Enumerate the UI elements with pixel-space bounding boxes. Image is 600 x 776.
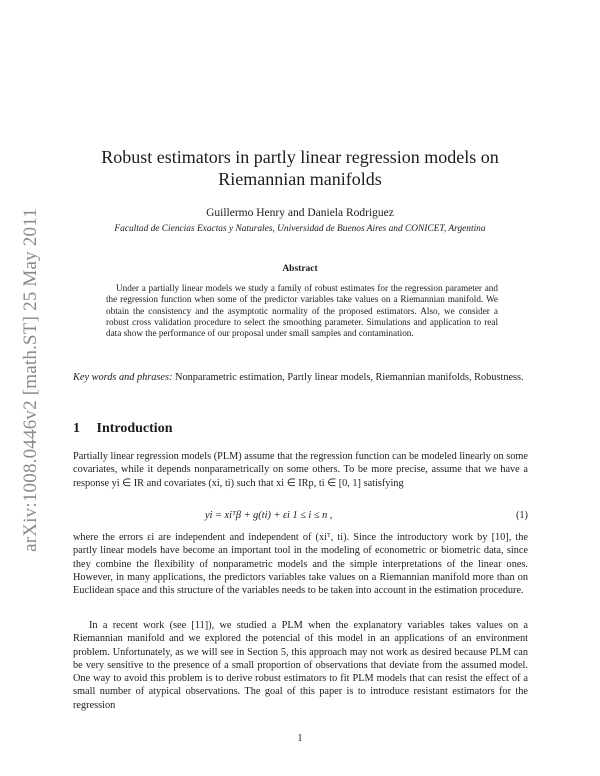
section-heading	[73, 421, 172, 437]
equation-1	[73, 510, 528, 524]
abstract-text: Under a partially linear models we study a family of robust estimates for the regression parameter and the regression function when some of the predictor variables take values on a Riemannian manifold. We obtain the consistency and the asymptotic normality of the proposed estimators. Also, we consider a robust cross validation procedure to select the smoothing parameter. Simulations and application to real data show the performance of our proposal under small samples and contamination.	[106, 283, 498, 339]
section-number: 1	[73, 421, 80, 436]
page-number: 1	[297, 733, 303, 744]
paragraph-1: Partially linear regression models (PLM) assume that the regression function can be modeled linearly on some covariates, while it depends nonparametrically on some others. To be more precise, assume that we have a response yi ∈ IR and covariates (xi, ti) such that xi ∈ IRp, ti ∈ [0, 1] satisfying	[73, 451, 528, 489]
section-title: Introduction	[96, 421, 173, 436]
authors: Guillermo Henry and Daniela Rodriguez	[206, 207, 394, 219]
affiliation: Facultad de Ciencias Exactas y Naturales, Universidad de Buenos Aires and CONICET, Argentina	[114, 224, 486, 234]
keywords-label: Key words and phrases:	[73, 372, 173, 383]
title-line-2: Riemannian manifolds	[218, 169, 382, 189]
abstract-heading: Abstract	[282, 264, 318, 274]
equation-body: yi = xiᵀβ + g(ti) + εi 1 ≤ i ≤ n ,	[205, 510, 333, 521]
arxiv-identifier[interactable]: arXiv:1008.0446v2 [math.ST] 25 May 2011	[20, 208, 41, 552]
paper-title	[80, 146, 520, 190]
equation-number: (1)	[515, 510, 528, 521]
keywords	[73, 371, 528, 384]
paragraph-2: where the errors εi are independent and independent of (xiᵀ, ti). Since the introductory work by [10], the partly linear models have become an important tool in the modeling of econometric or biometric data, since they combine the flexibility of nonparametric models and the simple interpretations of the linear ones. However, in many applications, the predictors variables take values on a Riemannian manifold more than on Euclidean space and this structure of the variables needs to be taken into account in the estimation procedure.	[73, 532, 528, 597]
title-line-1: Robust estimators in partly linear regression models on	[101, 147, 499, 167]
keywords-text: Nonparametric estimation, Partly linear models, Riemannian manifolds, Robustness.	[175, 372, 524, 383]
arxiv-stamp	[16, 190, 46, 570]
paragraph-3: In a recent work (see [11]), we studied a PLM when the explanatory variables takes values on a Riemannian manifold and we explored the potencial of this model in an applications of an environment problem. Unfortunately, as we will see in Section 5, this approach may not work as desired because PLM can be very sensitive to the presence of a small proportion of observations that deviate from the assumed model. One way to avoid this problem is to derive robust estimators to fit PLM models that can resist the effect of a small number of atypical observations. The goal of this paper is to introduce resistant estimators for the regression	[73, 620, 528, 711]
